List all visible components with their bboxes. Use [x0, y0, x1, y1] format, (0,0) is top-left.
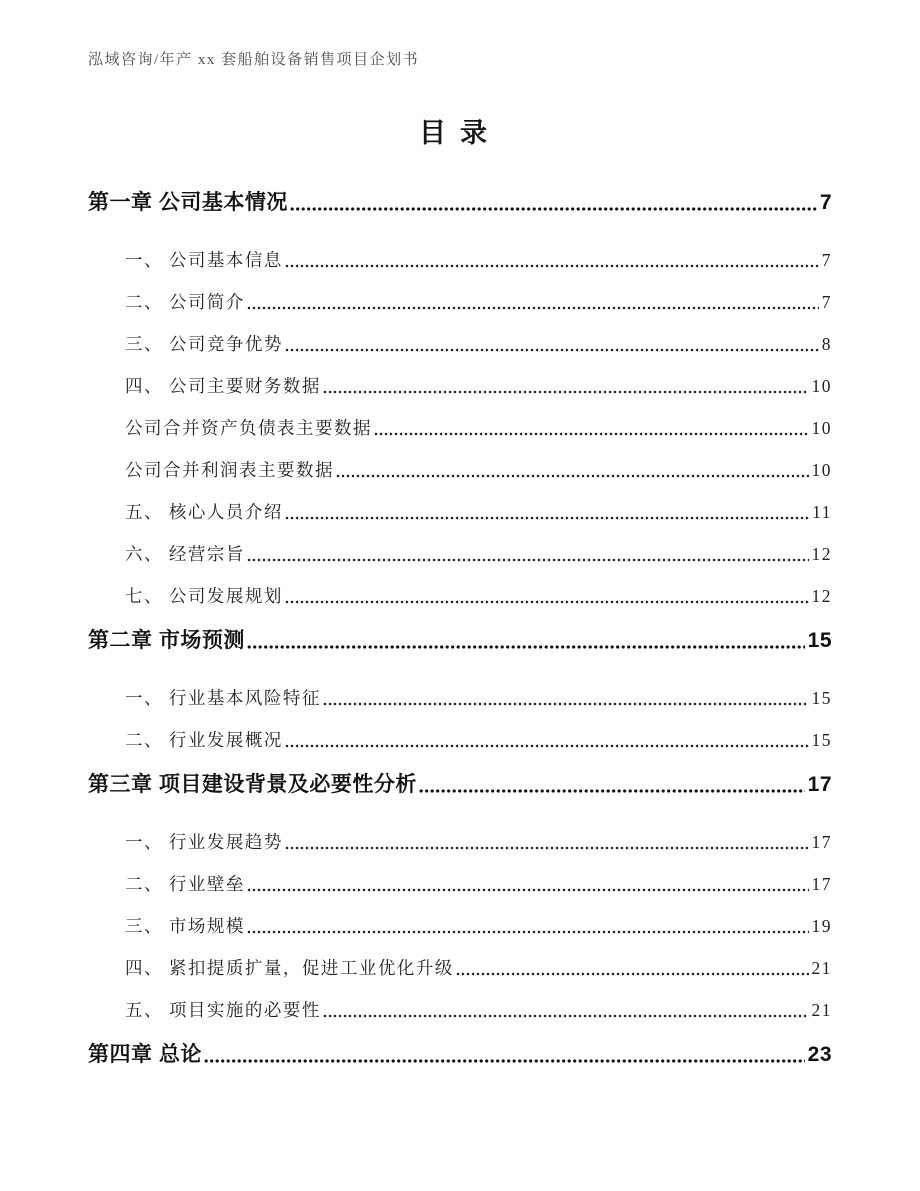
toc-page-number: 8	[821, 334, 832, 354]
toc-item-row	[88, 957, 832, 980]
toc-entry-label: 第二章 市场预测	[88, 629, 245, 652]
toc-page-number: 12	[811, 544, 832, 564]
toc-entry-label: 二、 行业发展概况	[125, 730, 283, 750]
toc-entry-label: 第四章 总论	[88, 1043, 202, 1066]
toc-leader-dots	[323, 1014, 809, 1018]
toc-leader-dots	[285, 516, 809, 520]
toc-entry-label: 四、 公司主要财务数据	[125, 376, 321, 396]
toc-item-row	[88, 873, 832, 896]
toc-page-number: 7	[821, 292, 832, 312]
toc-page-number: 23	[807, 1043, 832, 1066]
toc-leader-dots	[323, 702, 809, 706]
toc-item-row	[88, 375, 832, 398]
toc-entry-label: 四、 紧扣提质扩量，促进工业优化升级	[125, 958, 454, 978]
toc-entry-label: 二、 公司简介	[125, 292, 245, 312]
toc-page-number: 17	[807, 773, 832, 796]
toc-item-row	[88, 459, 832, 482]
toc-leader-dots	[204, 1059, 805, 1063]
toc-item-row	[88, 915, 832, 938]
toc-page-number: 15	[807, 629, 832, 652]
toc-leader-dots	[247, 645, 805, 649]
toc-leader-dots	[247, 930, 809, 934]
toc-chapter-row	[88, 189, 832, 216]
toc-item-row	[88, 417, 832, 440]
toc-title: 目录	[419, 118, 501, 148]
toc-page-number: 10	[811, 376, 832, 396]
toc-leader-dots	[247, 888, 809, 892]
toc-item-row	[88, 249, 832, 272]
toc-item-row	[88, 585, 832, 608]
toc-entry-label: 五、 核心人员介绍	[125, 502, 283, 522]
toc-entry-label: 三、 公司竞争优势	[125, 334, 283, 354]
toc-item-row	[88, 729, 832, 752]
toc-leader-dots	[456, 972, 809, 976]
toc-page-number: 21	[811, 1000, 832, 1020]
toc-item-row	[88, 687, 832, 710]
toc-page-number: 10	[811, 460, 832, 480]
toc-page-number: 21	[811, 958, 832, 978]
toc-page-number: 19	[811, 916, 832, 936]
toc-item-row	[88, 291, 832, 314]
toc-page-number: 17	[811, 874, 832, 894]
toc-leader-dots	[285, 846, 809, 850]
toc-leader-dots	[374, 432, 809, 436]
table-of-contents	[88, 189, 832, 1068]
toc-leader-dots	[285, 348, 819, 352]
toc-entry-label: 二、 行业壁垒	[125, 874, 245, 894]
toc-item-row	[88, 501, 832, 524]
toc-entry-label: 一、 行业基本风险特征	[125, 688, 321, 708]
toc-page-number: 11	[812, 502, 832, 522]
toc-chapter-row	[88, 1041, 832, 1068]
toc-item-row	[88, 543, 832, 566]
document-header-text: 泓域咨询/年产 xx 套船舶设备销售项目企划书	[88, 52, 420, 68]
toc-entry-label: 公司合并资产负债表主要数据	[125, 418, 372, 438]
toc-entry-label: 七、 公司发展规划	[125, 586, 283, 606]
toc-entry-label: 三、 市场规模	[125, 916, 245, 936]
toc-page-number: 15	[811, 730, 832, 750]
toc-entry-label: 五、 项目实施的必要性	[125, 1000, 321, 1020]
toc-item-row	[88, 831, 832, 854]
toc-leader-dots	[285, 744, 809, 748]
toc-page-number: 7	[821, 250, 832, 270]
toc-entry-label: 第三章 项目建设背景及必要性分析	[88, 773, 417, 796]
toc-leader-dots	[247, 306, 819, 310]
toc-entry-label: 一、 公司基本信息	[125, 250, 283, 270]
toc-page-number: 10	[811, 418, 832, 438]
toc-page-number: 12	[811, 586, 832, 606]
toc-page-number: 17	[811, 832, 832, 852]
toc-entry-label: 六、 经营宗旨	[125, 544, 245, 564]
toc-page-number: 15	[811, 688, 832, 708]
toc-leader-dots	[285, 600, 809, 604]
toc-leader-dots	[419, 789, 805, 793]
toc-page-number: 7	[819, 191, 832, 214]
toc-chapter-row	[88, 771, 832, 798]
toc-leader-dots	[285, 264, 819, 268]
toc-leader-dots	[336, 474, 809, 478]
toc-leader-dots	[290, 207, 817, 211]
toc-entry-label: 第一章 公司基本情况	[88, 191, 288, 214]
toc-entry-label: 公司合并利润表主要数据	[125, 460, 334, 480]
toc-chapter-row	[88, 627, 832, 654]
toc-entry-label: 一、 行业发展趋势	[125, 832, 283, 852]
toc-leader-dots	[247, 558, 809, 562]
toc-leader-dots	[323, 390, 809, 394]
toc-item-row	[88, 333, 832, 356]
toc-item-row	[88, 999, 832, 1022]
